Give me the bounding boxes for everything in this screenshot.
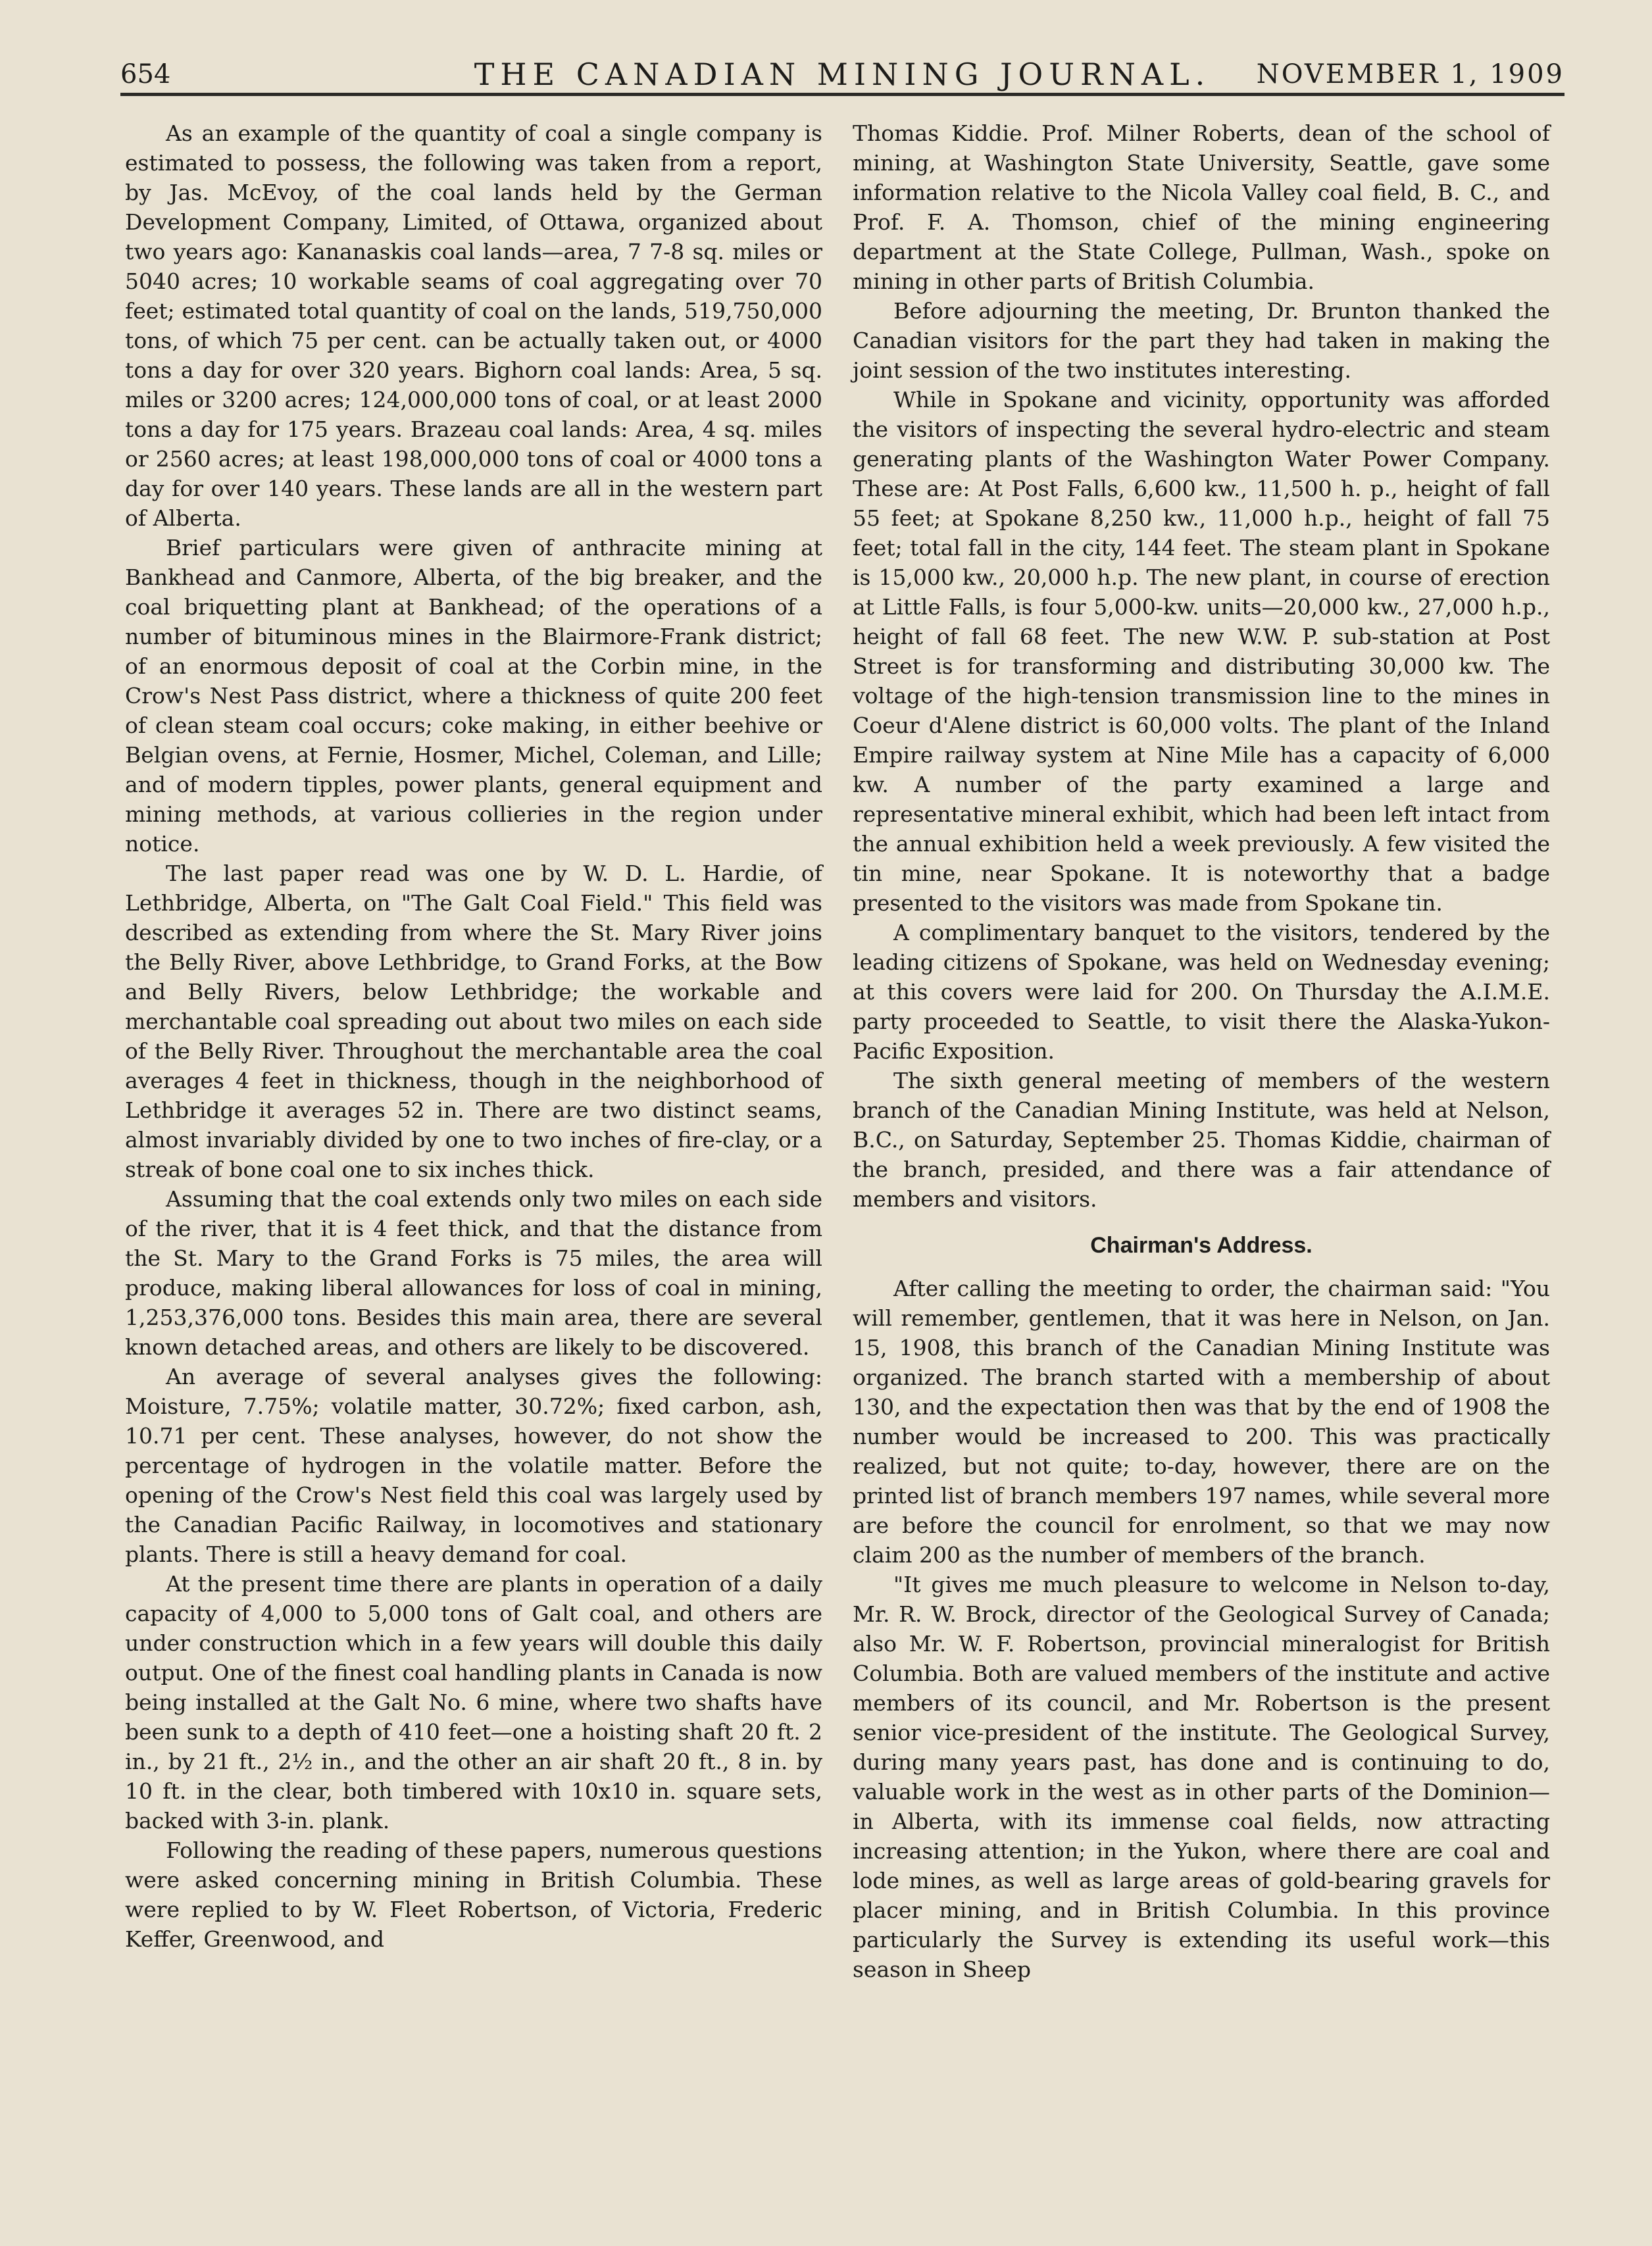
paragraph: Before adjourning the meeting, Dr. Brunton thanked the Canadian visitors for the part they had taken in making the joint session of the two institutes interesting.	[853, 298, 1550, 383]
left-column	[125, 118, 822, 1954]
page-header	[120, 51, 1564, 104]
paragraph: While in Spokane and vicinity, opportunity was afforded the visitors of inspecting the several hydro-electric and steam generating plants of the Washington Water Power Company. These are: At Post Falls, 6,600 kw., 11,500 h. p., height of fall 55 feet; at Spokane 8,250 kw., 11,000 h.p., height of fall 75 feet; total fall in the city, 144 feet. The steam plant in Spokane is 15,000 kw., 20,000 h.p. The new plant, in course of erection at Little Falls, is four 5,000-kw. units—20,000 kw., 27,000 h.p., height of fall 68 feet. The new W.W. P. sub-station at Post Street is for transforming and distributing 30,000 kw. The voltage of the high-tension transmission line to the mines in Coeur d'Alene district is 60,000 volts. The plant of the Inland Empire railway system at Nine Mile has a capacity of 6,000 kw. A number of the party examined a large and representative mineral exhibit, which had been left intact from the annual exhibition held a week previously. A few visited the tin mine, near Spokane. It is noteworthy that a badge presented to the visitors was made from Spokane tin.	[853, 387, 1550, 916]
issue-date: NOVEMBER 1, 1909	[1256, 59, 1564, 89]
section-heading: Chairman's Address.	[1090, 1233, 1313, 1258]
paragraph: The sixth general meeting of members of the western branch of the Canadian Mining Institute, was held at Nelson, B.C., on Saturday, September 25. Thomas Kiddie, chairman of the branch, presided, and there was a fair attendance of members and visitors.	[853, 1068, 1550, 1212]
paragraph: Following the reading of these papers, numerous questions were asked concerning mining in British Columbia. These were replied to by W. Fleet Robertson, of Victoria, Frederic Keffer, Greenwood, and	[125, 1837, 822, 1952]
page-number: 654	[120, 59, 171, 89]
paragraph: At the present time there are plants in operation of a daily capacity of 4,000 to 5,000 tons of Galt coal, and others are under construction which in a few years will double this daily output. One of the finest coal handling plants in Canada is now being installed at the Galt No. 6 mine, where two shafts have been sunk to a depth of 410 feet—one a hoisting shaft 20 ft. 2 in., by 21 ft., 2½ in., and the other an air shaft 20 ft., 8 in. by 10 ft. in the clear, both timbered with 10x10 in. square sets, backed with 3-in. plank.	[125, 1571, 822, 1834]
paragraph: A complimentary banquet to the visitors, tendered by the leading citizens of Spokane, was held on Wednesday evening; at this covers were laid for 200. On Thursday the A.I.M.E. party proceeded to Seattle, to visit there the Alaska-Yukon-Pacific Exposition.	[853, 920, 1550, 1064]
paragraph: Assuming that the coal extends only two miles on each side of the river, that it is 4 feet thick, and that the distance from the St. Mary to the Grand Forks is 75 miles, the area will produce, making liberal allowances for loss of coal in mining, 1,253,376,000 tons. Besides this main area, there are several known detached areas, and others are likely to be discovered.	[125, 1186, 822, 1360]
paragraph: Thomas Kiddie. Prof. Milner Roberts, dean of the school of mining, at Washington State University, Seattle, gave some information relative to the Nicola Valley coal field, B. C., and Prof. F. A. Thomson, chief of the mining engineering department at the State College, Pullman, Wash., spoke on mining in other parts of British Columbia.	[853, 120, 1550, 294]
paragraph: As an example of the quantity of coal a single company is estimated to possess, the following was taken from a report, by Jas. McEvoy, of the coal lands held by the German Development Company, Limited, of Ottawa, organized about two years ago: Kananaskis coal lands—area, 7 7-8 sq. miles or 5040 acres; 10 workable seams of coal aggregating over 70 feet; estimated total quantity of coal on the lands, 519,750,000 tons, of which 75 per cent. can be actually taken out, or 4000 tons a day for over 320 years. Bighorn coal lands: Area, 5 sq. miles or 3200 acres; 124,000,000 tons of coal, or at least 2000 tons a day for 175 years. Brazeau coal lands: Area, 4 sq. miles or 2560 acres; at least 198,000,000 tons of coal or 4000 tons a day for over 140 years. These lands are all in the western part of Alberta.	[125, 120, 822, 531]
paragraph: "It gives me much pleasure to welcome in Nelson to-day, Mr. R. W. Brock, director of the Geological Survey of Canada; also Mr. W. F. Robertson, provincial mineralogist for British Columbia. Both are valued members of the institute and active members of its council, and Mr. Robertson is the present senior vice-president of the institute. The Geological Survey, during many years past, has done and is continuing to do, valuable work in the west as in other parts of the Dominion—in Alberta, with its immense coal fields, now attracting increasing attention; in the Yukon, where there are coal and lode mines, as well as large areas of gold-bearing gravels for placer mining, and in British Columbia. In this province particularly the Survey is extending its useful work—this season in Sheep	[853, 1572, 1550, 1982]
paragraph: After calling the meeting to order, the chairman said: "You will remember, gentlemen, that it was here in Nelson, on Jan. 15, 1908, this branch of the Canadian Mining Institute was organized. The branch started with a membership of about 130, and the expectation then was that by the end of 1908 the number would be increased to 200. This was practically realized, but not quite; to-day, however, there are on the printed list of branch members 197 names, while several more are before the council for enrolment, so that we may now claim 200 as the number of members of the branch.	[853, 1276, 1550, 1568]
paragraph: Brief particulars were given of anthracite mining at Bankhead and Canmore, Alberta, of the big breaker, and the coal briquetting plant at Bankhead; of the operations of a number of bituminous mines in the Blairmore-Frank district; of an enormous deposit of coal at the Corbin mine, in the Crow's Nest Pass district, where a thickness of quite 200 feet of clean steam coal occurs; coke making, in either beehive or Belgian ovens, at Fernie, Hosmer, Michel, Coleman, and Lille; and of modern tipples, power plants, general equipment and mining methods, at various collieries in the region under notice.	[125, 535, 822, 857]
right-column	[853, 118, 1550, 1984]
journal-title: THE CANADIAN MINING JOURNAL.	[474, 57, 1211, 92]
header-rule	[120, 93, 1564, 96]
paragraph: An average of several analyses gives the following: Moisture, 7.75%; volatile matter, 30.72%; fixed carbon, ash, 10.71 per cent. These analyses, however, do not show the percentage of hydrogen in the volatile matter. Before the opening of the Crow's Nest field this coal was largely used by the Canadian Pacific Railway, in locomotives and stationary plants. There is still a heavy demand for coal.	[125, 1364, 822, 1567]
paragraph: The last paper read was one by W. D. L. Hardie, of Lethbridge, Alberta, on "The Galt Coal Field." This field was described as extending from where the St. Mary River joins the Belly River, above Lethbridge, to Grand Forks, at the Bow and Belly Rivers, below Lethbridge; the workable and merchantable coal spreading out about two miles on each side of the Belly River. Throughout the merchantable area the coal averages 4 feet in thickness, though in the neighborhood of Lethbridge it averages 52 in. There are two distinct seams, almost invariably divided by one to two inches of fire-clay, or a streak of bone coal one to six inches thick.	[125, 861, 822, 1182]
